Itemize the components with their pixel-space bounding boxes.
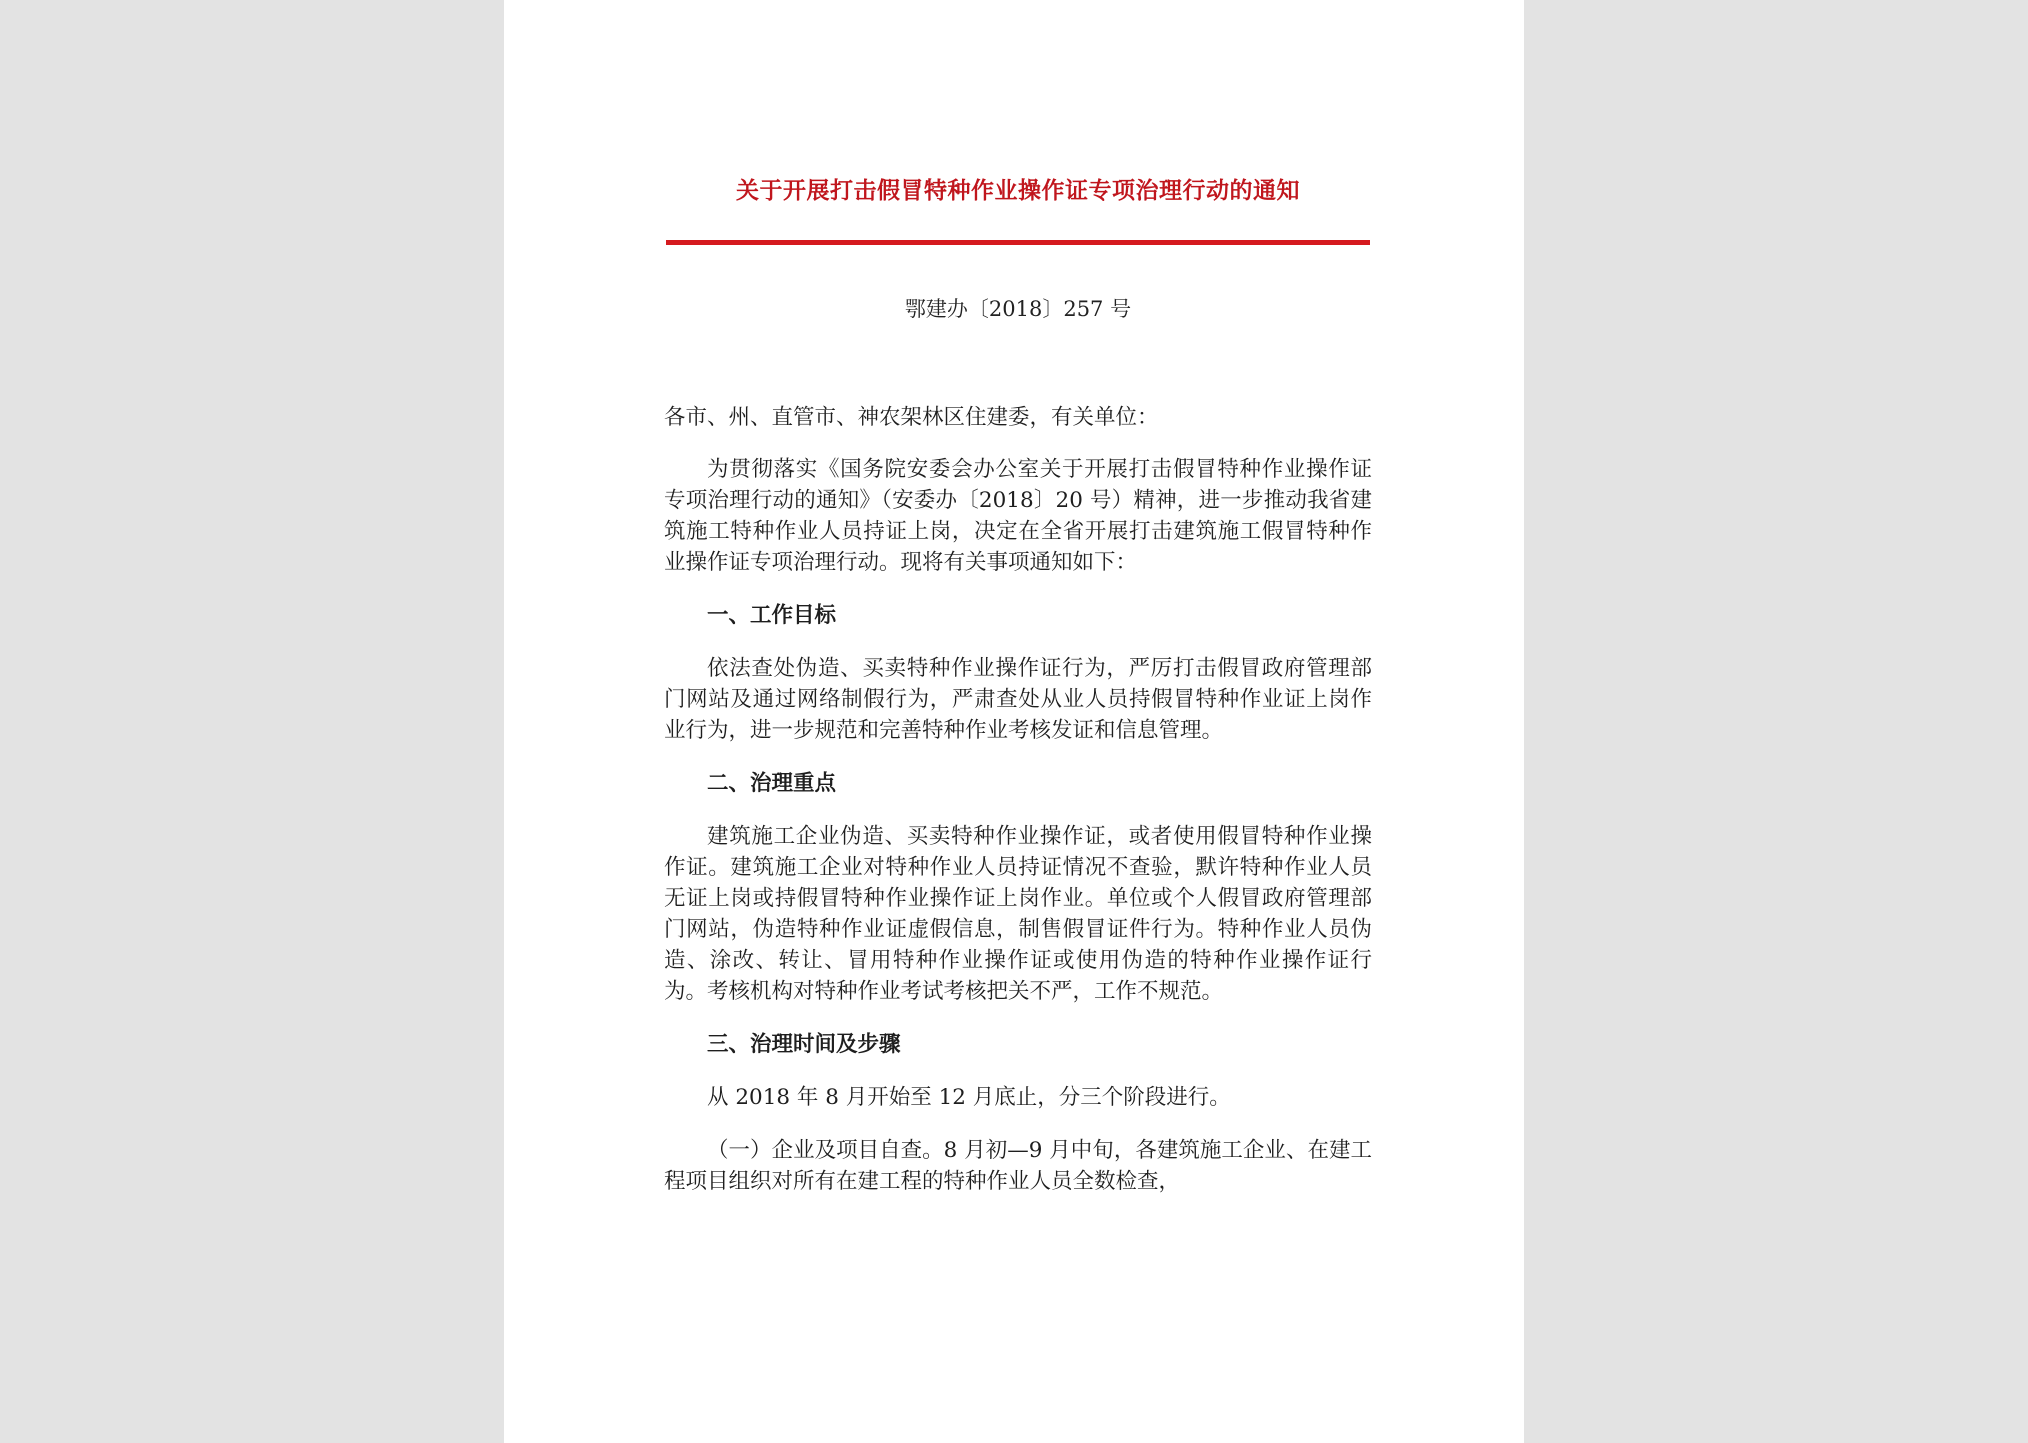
document-title: 关于开展打击假冒特种作业操作证专项治理行动的通知 <box>736 177 1300 204</box>
title-divider <box>666 240 1370 245</box>
section-paragraph: 从 2018 年 8 月开始至 12 月底止，分三个阶段进行。 <box>707 1085 1231 1110</box>
salutation: 各市、州、直管市、神农架林区住建委，有关单位： <box>664 405 1159 430</box>
intro-paragraph: 为贯彻落实《国务院安委会办公室关于开展打击假冒特种作业操作证专项治理行动的通知》（安委办〔2018〕20 号）精神，进一步推动我省建筑施工特种作业人员持证上岗，决定在全省开展打击建筑施工假冒特种作业操作证专项治理行动。现将有关事项通知如下： <box>664 457 1372 575</box>
section-heading-goals: 一、工作目标 <box>707 603 837 628</box>
document-page <box>504 0 1524 1443</box>
section-paragraph: 建筑施工企业伪造、买卖特种作业操作证，或者使用假冒特种作业操作证。建筑施工企业对特种作业人员持证情况不查验，默许特种作业人员无证上岗或持假冒特种作业操作证上岗作业。单位或个人假冒政府管理部门网站，伪造特种作业证虚假信息，制售假冒证件行为。特种作业人员伪造、涂改、转让、冒用特种作业操作证或使用伪造的特种作业操作证行为。考核机构对特种作业考试考核把关不严，工作不规范。 <box>664 824 1372 1004</box>
section-heading-focus: 二、治理重点 <box>707 771 837 796</box>
section-paragraph: （一）企业及项目自查。8 月初—9 月中旬，各建筑施工企业、在建工程项目组织对所有在建工程的特种作业人员全数检查， <box>664 1138 1372 1194</box>
section-heading-schedule: 三、治理时间及步骤 <box>707 1032 901 1057</box>
document-number: 鄂建办〔2018〕257 号 <box>904 297 1132 321</box>
document-body <box>664 402 1372 1219</box>
section-paragraph: 依法查处伪造、买卖特种作业操作证行为，严厉打击假冒政府管理部门网站及通过网络制假行为，严肃查处从业人员持假冒特种作业证上岗作业行为，进一步规范和完善特种作业考核发证和信息管理。 <box>664 656 1372 743</box>
